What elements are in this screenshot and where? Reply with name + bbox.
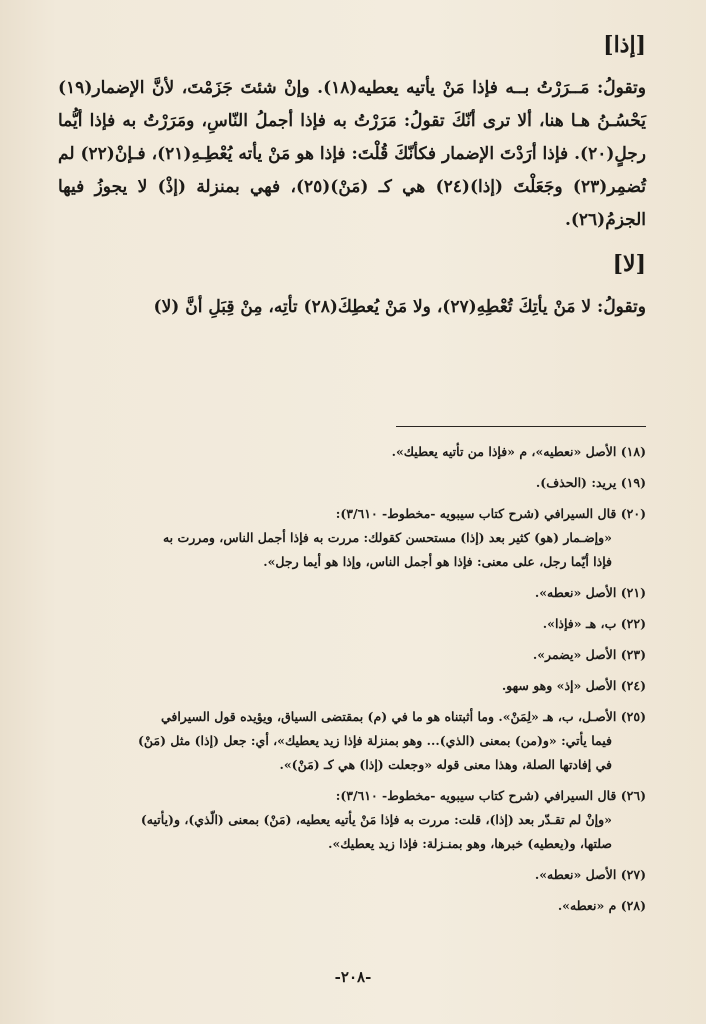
footnote-19 bbox=[72, 471, 646, 495]
section-heading-idha: [إذا] bbox=[603, 32, 646, 58]
footnote-line: فإذا أيّما رجل، على معنى: فإذا هو أجمل الناس، وإذا هو أيما رجل». bbox=[263, 554, 612, 569]
footnote-line: ب، هـ «فإذا». bbox=[542, 616, 617, 631]
footnote-25 bbox=[72, 705, 646, 777]
footnote-22 bbox=[72, 612, 646, 636]
footnote-number: (٢٨) bbox=[620, 898, 646, 913]
footnote-line: الأصل «نعطه». bbox=[534, 867, 617, 882]
footnote-line: الأصـل، ب، هـ «لِمَنْ». وما أثبتناه هو ما في (م) بمقتضى السياق، ويؤيده قول السيرافي bbox=[160, 709, 617, 724]
page-number: -٢٠٨- bbox=[334, 968, 372, 986]
footnotes bbox=[72, 440, 646, 925]
footnote-27 bbox=[72, 863, 646, 887]
section-text-la: وتقولُ: لا مَنْ يأتِكَ تُعْطِهِ(٢٧)، ولا مَنْ يُعطِكَ(٢٨) تأتِه، مِنْ قِبَلِ أنَّ (لا) bbox=[153, 297, 646, 317]
section-text-idha: وتقولُ: مَــرَرْتُ بــه فإذا مَنْ يأتيه يعطيه(١٨). وإنْ شئتَ جَزَمْتَ، لأنَّ الإضمار(١٩) يَحْسُـنُ هـا هنا، ألا ترى أنّكَ تقولُ: مَرَرْتُ به فإذا أجملُ النّاسِ، ومَرَرْتُ به فإذا أيُّما رجلٍ(٢٠). فإذا أرَدْتَ الإضمار فكأنّكَ قُلْتَ: فإذا هو مَنْ يأته يُعْطِـهِ(٢١)، فـإنْ(٢٢) لم تُضمِر(٢٣) وجَعَلْتَ (إذا)(٢٤) هي كـ (مَنْ)(٢٥)، فهي بمنزلة (إذْ) لا يجوزُ فيها الجزمُ(٢٦). bbox=[58, 78, 646, 230]
footnote-line: الأصل «يضمر». bbox=[532, 647, 617, 662]
footnote-number: (٢٢) bbox=[620, 616, 646, 631]
footnote-23 bbox=[72, 643, 646, 667]
footnote-line: الأصل «نعطه». bbox=[534, 585, 617, 600]
footnote-number: (٢٥) bbox=[620, 709, 646, 724]
footnote-number: (٢٣) bbox=[620, 647, 646, 662]
footnote-26 bbox=[72, 784, 646, 856]
section-heading-la: [لا] bbox=[612, 251, 646, 277]
section-la bbox=[58, 249, 646, 324]
footnote-21 bbox=[72, 581, 646, 605]
footnote-line: م «نعطه». bbox=[557, 898, 617, 913]
footnote-number: (٢٤) bbox=[620, 678, 646, 693]
footnote-number: (٢١) bbox=[620, 585, 646, 600]
footnote-number: (١٩) bbox=[620, 475, 646, 490]
footnote-number: (٢٠) bbox=[620, 506, 646, 521]
footnote-20 bbox=[72, 502, 646, 574]
footnote-18 bbox=[72, 440, 646, 464]
footnote-line: الأصل «إذ» وهو سهو. bbox=[501, 678, 617, 693]
section-idha bbox=[58, 30, 646, 237]
footnote-line: صلتها، و(يعطيه) خبرها، وهو بمنـزلة: فإذا زيد يعطيك». bbox=[328, 836, 612, 851]
footnote-line: الأصل «نعطيه»، م «فإذا من تأتيه يعطيك». bbox=[391, 444, 617, 459]
main-content bbox=[58, 30, 646, 336]
footnote-divider bbox=[396, 426, 646, 427]
footnote-line: «وإضـمار (هو) كثير بعد (إذا) مستحسن كقولك: مررت به فإذا أجمل الناس، ومررت به bbox=[162, 530, 612, 545]
footnote-line: «وإنْ لم تقـدّر بعد (إذا)، قلت: مررت به فإذا مَنْ يأتيه يعطيه، (مَنْ) بمعنى (الّذي)، و(يأتيه) bbox=[140, 812, 612, 827]
footnote-line: فيما يأتي: «و(من) بمعنى (الذي)... وهو بمنزلة فإذا زيد يعطيك»، أي: جعل (إذا) مثل (مَنْ) bbox=[137, 733, 612, 748]
footnote-line: يريد: (الحذف). bbox=[535, 475, 617, 490]
footnote-line: في إفادتها الصلة، وهذا معنى قوله «وجعلت (إذا) هي كـ (مَنْ)». bbox=[279, 757, 612, 772]
footnote-28 bbox=[72, 894, 646, 918]
footnote-24 bbox=[72, 674, 646, 698]
footnote-number: (٢٦) bbox=[620, 788, 646, 803]
footnote-number: (١٨) bbox=[620, 444, 646, 459]
footnote-line: قال السيرافي (شرح كتاب سيبويه -مخطوط- ٣/٦١٠): bbox=[335, 788, 617, 803]
footnote-line: قال السيرافي (شرح كتاب سيبويه -مخطوط- ٣/٦١٠): bbox=[335, 506, 617, 521]
footnote-number: (٢٧) bbox=[620, 867, 646, 882]
